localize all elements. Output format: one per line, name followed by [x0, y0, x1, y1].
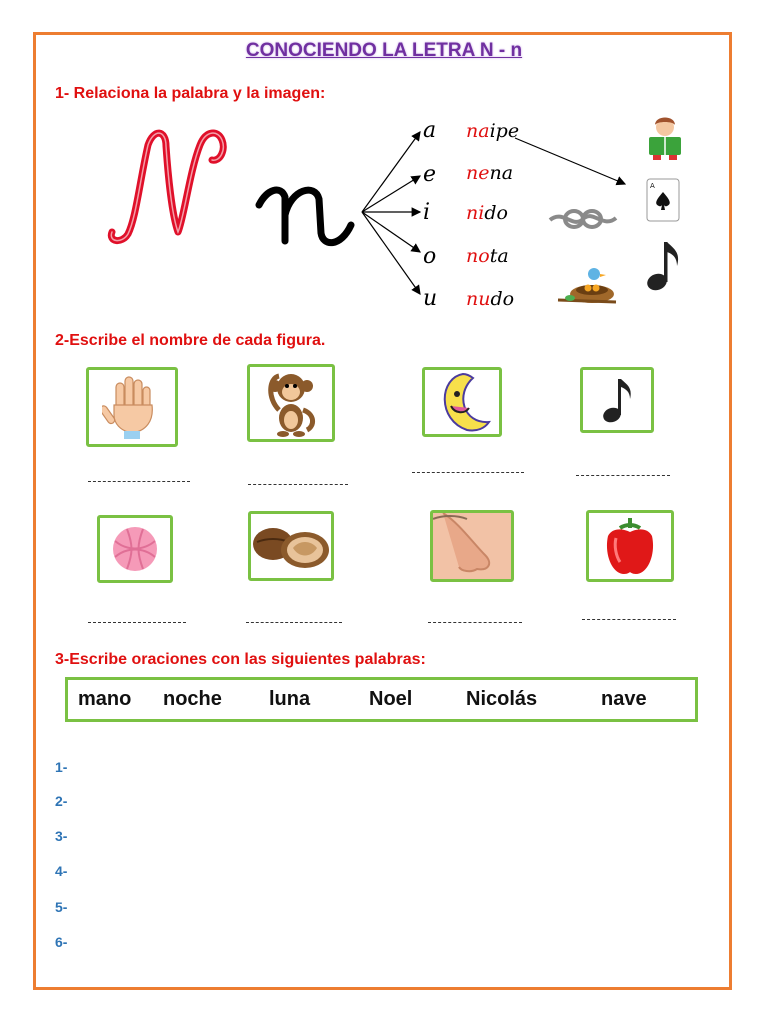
vowel-u: u	[423, 286, 438, 311]
monkey-icon	[261, 368, 321, 438]
word-bank-noche: noche	[163, 688, 222, 710]
sentence-number-4: 4-	[55, 863, 68, 879]
walnut-icon	[251, 518, 331, 574]
cursive-uppercase-n-icon	[100, 120, 240, 250]
pepper-icon	[598, 514, 662, 578]
word-bank-noel: Noel	[369, 688, 413, 710]
sentence-number-2: 2-	[55, 793, 68, 809]
nose-icon	[433, 513, 511, 579]
sentence-number-5: 5-	[55, 899, 68, 915]
word-bank-mano: mano	[78, 688, 132, 710]
word-bank-luna: luna	[269, 688, 311, 710]
word-nudo: nudo	[466, 288, 515, 310]
page-title: CONOCIENDO LA LETRA N - n	[245, 40, 523, 61]
vowel-a: a	[423, 118, 437, 143]
figure-box-pepper	[586, 510, 674, 582]
section3-heading: 3-Escribe oraciones con las siguientes palabras:	[55, 651, 426, 668]
sentence-number-6: 6-	[55, 934, 68, 950]
svg-text:A: A	[650, 182, 655, 190]
bird-nest-icon	[556, 262, 622, 308]
answer-line-hand[interactable]	[88, 481, 190, 482]
word-nena: nena	[466, 162, 514, 184]
music-note-icon	[600, 375, 634, 425]
section2-heading: 2-Escribe el nombre de cada figura.	[55, 332, 326, 349]
figure-box-walnut	[248, 511, 334, 581]
answer-line-monkey[interactable]	[248, 484, 348, 485]
word-nota: nota	[466, 245, 509, 267]
word-bank-nave: nave	[601, 688, 647, 710]
figure-box-hand	[86, 367, 178, 447]
answer-line-nose[interactable]	[428, 622, 522, 623]
figure-box-note	[580, 367, 654, 433]
yarn-ball-icon	[107, 521, 163, 577]
moon-icon	[433, 370, 491, 434]
figure-box-yarn	[97, 515, 173, 583]
figure-box-nose	[430, 510, 514, 582]
music-note-icon	[643, 238, 683, 294]
girl-reading-icon	[645, 115, 685, 161]
sentence-number-3: 3-	[55, 828, 68, 844]
vowel-o: o	[423, 244, 437, 269]
knot-icon	[548, 204, 618, 234]
playing-card-icon	[646, 178, 680, 222]
sentence-number-1: 1-	[55, 759, 68, 775]
answer-line-pepper[interactable]	[582, 619, 676, 620]
answer-line-yarn[interactable]	[88, 622, 186, 623]
word-bank-nicolas: Nicolás	[466, 688, 538, 710]
figure-box-moon	[422, 367, 502, 437]
hand-icon	[102, 375, 162, 439]
word-nido: nido	[466, 202, 508, 224]
answer-line-moon[interactable]	[412, 472, 524, 473]
word-naipe: naipe	[466, 120, 520, 142]
answer-line-note[interactable]	[576, 475, 670, 476]
figure-box-monkey	[247, 364, 335, 442]
vowel-e: e	[423, 162, 437, 187]
section1-heading: 1- Relaciona la palabra y la imagen:	[55, 85, 326, 102]
vowel-i: i	[423, 200, 431, 225]
answer-line-walnut[interactable]	[246, 622, 342, 623]
